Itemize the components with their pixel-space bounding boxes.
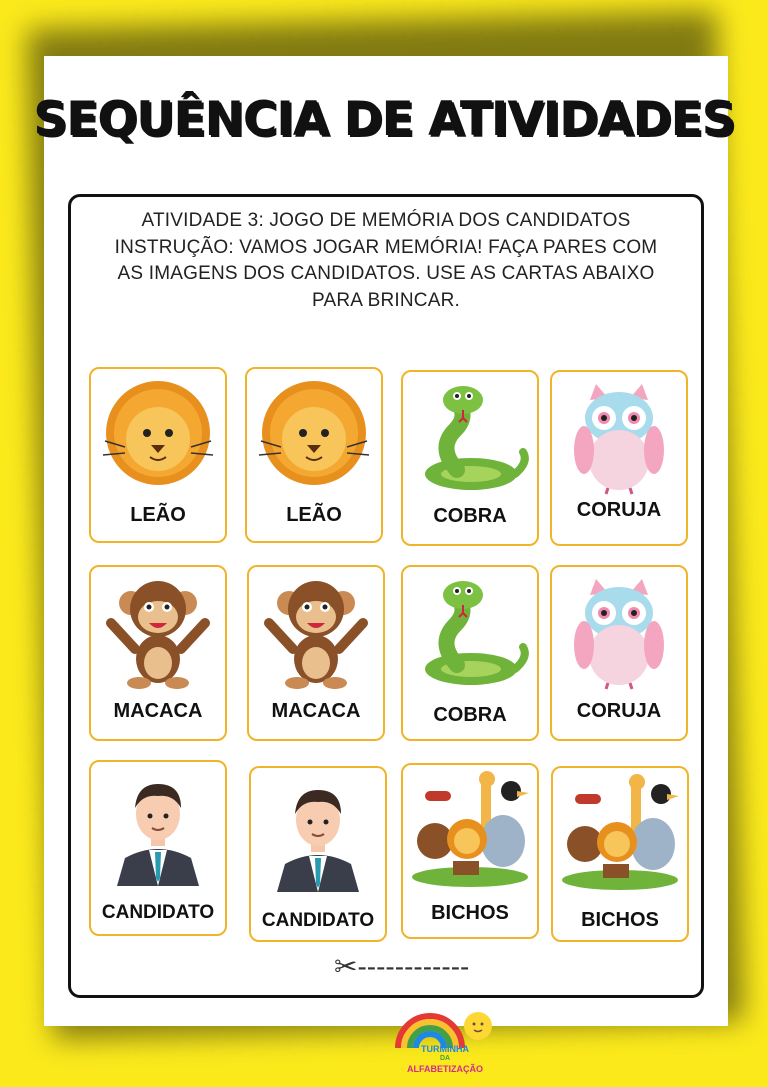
logo-text	[395, 1044, 495, 1074]
instruction-line-2: INSTRUÇÃO: VAMOS JOGAR MEMÓRIA! FAÇA PARES COM	[114, 236, 658, 258]
card-label: CORUJA	[576, 499, 662, 521]
instruction-line-3: AS IMAGENS DOS CANDIDATOS. USE AS CARTAS ABAIXO	[117, 263, 655, 284]
owl-icon	[556, 573, 682, 691]
memory-card[interactable]	[247, 565, 385, 741]
memory-card[interactable]	[401, 763, 539, 939]
card-label: MACACA	[113, 700, 203, 722]
monkey-icon	[253, 573, 379, 691]
cut-guide	[334, 950, 469, 983]
card-label: CANDIDATO	[261, 910, 375, 931]
instruction-line-1: ATIVIDADE 3: JOGO DE MEMÓRIA DOS CANDIDATOS	[141, 210, 631, 231]
card-label: CANDIDATO	[101, 902, 215, 923]
card-label: LEÃO	[130, 504, 186, 526]
card-label: BICHOS	[581, 909, 659, 931]
logo-line-1: TURMINHA	[421, 1044, 469, 1054]
card-label: MACACA	[271, 700, 361, 722]
card-label: LEÃO	[286, 504, 342, 526]
snake-icon	[407, 573, 533, 691]
card-label: CORUJA	[576, 700, 662, 722]
card-label: BICHOS	[431, 902, 509, 924]
memory-card[interactable]	[89, 367, 227, 543]
memory-card[interactable]	[550, 370, 688, 546]
page-title: SEQUÊNCIA DE ATIVIDADES	[33, 92, 735, 147]
memory-card[interactable]	[550, 565, 688, 741]
animals-group-icon	[407, 771, 533, 889]
memory-card[interactable]	[89, 565, 227, 741]
instruction-line-4: PARA BRINCAR.	[312, 289, 460, 311]
lion-icon	[95, 375, 221, 493]
memory-card[interactable]	[551, 766, 689, 942]
lion-icon	[251, 375, 377, 493]
candidate-icon	[255, 774, 381, 892]
candidate-icon	[95, 768, 221, 886]
memory-card[interactable]	[249, 766, 387, 942]
memory-card[interactable]	[401, 565, 539, 741]
instructions	[76, 208, 696, 314]
memory-card[interactable]	[401, 370, 539, 546]
scissors-icon: ✂------------	[334, 951, 470, 982]
logo-line-3: ALFABETIZAÇÃO	[407, 1064, 483, 1074]
monkey-icon	[95, 573, 221, 691]
memory-card[interactable]	[245, 367, 383, 543]
card-label: COBRA	[433, 505, 507, 527]
card-label: COBRA	[433, 704, 507, 726]
logo-line-2: DA	[439, 1055, 451, 1062]
memory-card[interactable]	[89, 760, 227, 936]
owl-icon	[556, 378, 682, 496]
animals-group-icon	[557, 774, 683, 892]
snake-icon	[407, 378, 533, 496]
